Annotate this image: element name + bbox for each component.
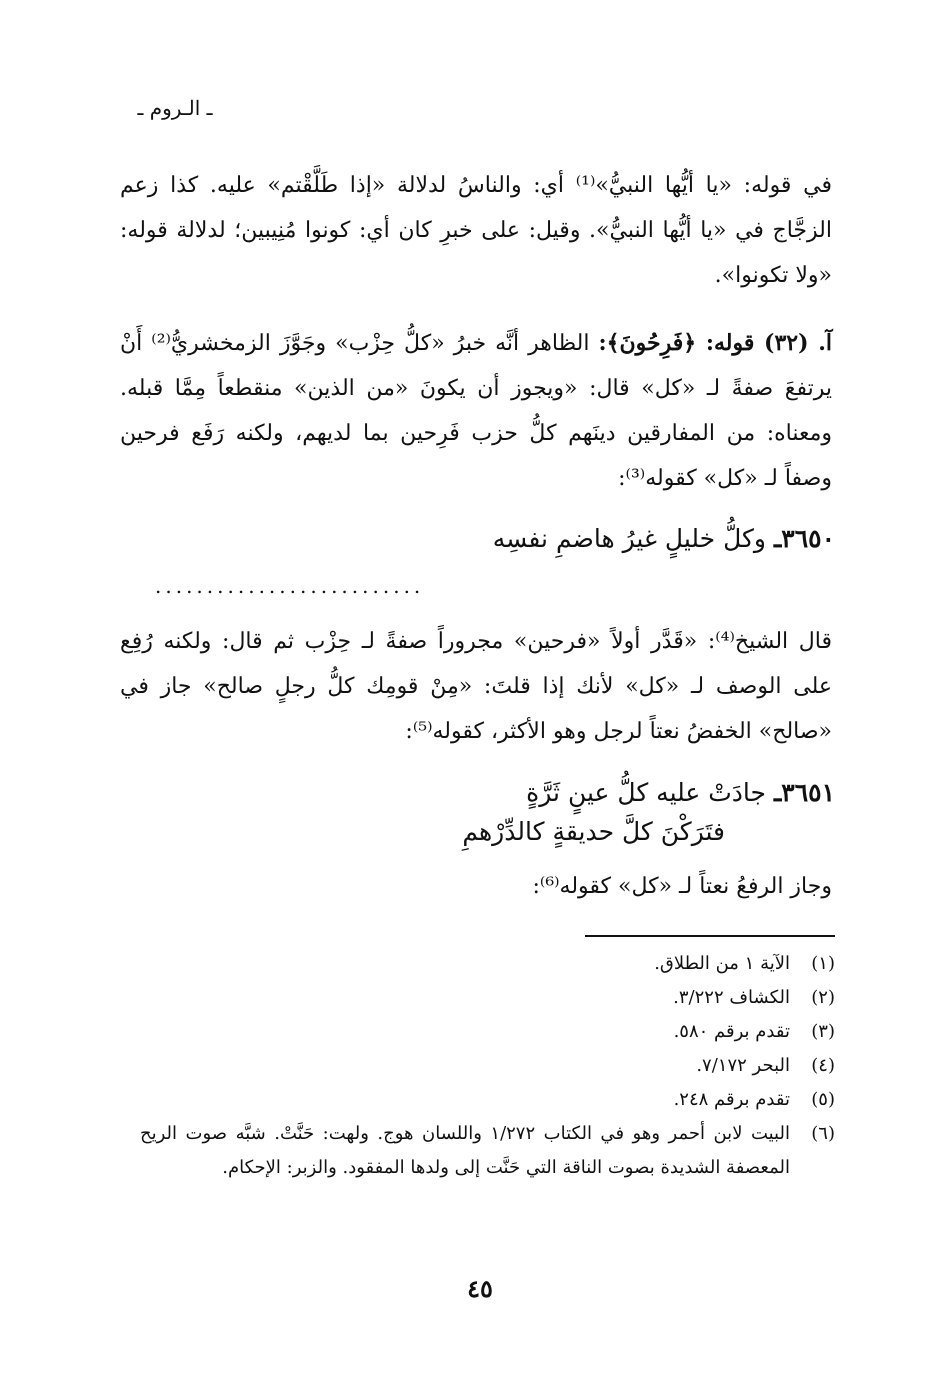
footnote-text: الكشاف ٣/٢٢٢.: [673, 987, 790, 1008]
paragraph-2-body: [120, 321, 832, 501]
page-header: ـ الـروم ـ: [137, 96, 213, 120]
footnote-number: (٤): [811, 1055, 835, 1076]
verse-3651-line-2: [125, 812, 835, 852]
verse-3650: [125, 519, 835, 559]
footnote-text: البحر ٧/١٧٢.: [696, 1055, 790, 1076]
footnote-separator: [585, 935, 835, 937]
footnotes: [140, 947, 835, 1185]
paragraph-4: [152, 864, 832, 909]
footnote-number: (١): [811, 953, 835, 974]
paragraph-3: [120, 619, 832, 754]
paragraph-2: [120, 321, 832, 501]
paragraph-4-text: وجاز الرفعُ نعتاً لـ «كل» كقوله⁽⁶⁾:: [532, 874, 832, 899]
verse-hemistich-1: جادَتْ عليه كلُّ عينٍ ثَرَّةٍ: [526, 778, 766, 807]
paragraph-1: [120, 163, 832, 298]
footnote-number: (٦): [811, 1123, 835, 1144]
footnote-6: [140, 1117, 835, 1185]
footnote-number: (٢): [811, 987, 835, 1008]
verse-text: وكلُّ خليلٍ غيرُ هاضمِ نفسِه: [492, 524, 766, 553]
footnote-number: (٥): [811, 1089, 835, 1110]
footnote-4: [140, 1049, 835, 1083]
verse-hemistich-2: فتَرَكْنَ كلَّ حديقةٍ كالدِّرْهمِ: [462, 817, 725, 846]
footnote-1: [140, 947, 835, 981]
footnote-2: [140, 981, 835, 1015]
footnote-text: تقدم برقم ٥٨٠.: [673, 1021, 790, 1042]
footnote-3: [140, 1015, 835, 1049]
footnote-text: تقدم برقم ٢٤٨.: [673, 1089, 790, 1110]
paragraph-2-text: الظاهر أنَّه خبرُ «كلُّ حِزْب» وجَوَّزَ الزمخشريُّ⁽²⁾ أَنْ يرتفعَ صفةً لـ «كل» قال: «ويجوز أن يكونَ «من الذين» منقطعاً مِمَّا قبله. ومعناه: من المفارقين دينَهم كلُّ حزب فَرِحين بما لديهم، ولكنه رَفَع فرحين وصفاً لـ «كل» كقوله⁽³⁾:: [120, 331, 832, 491]
footnote-number: (٣): [811, 1021, 835, 1042]
verse-number: ٣٦٥١ـ: [773, 778, 835, 807]
footnote-text: البيت لابن أحمر وهو في الكتاب ١/٢٧٢ واللسان هوج. ولهت: حَنَّتْ. شبَّه صوت الريح المعصفة الشديدة بصوت الناقة التي حَنَّت إلى ولدها المفقود. والزبر: الإحكام.: [140, 1123, 790, 1178]
verse-number: ٣٦٥٠ـ: [773, 524, 835, 553]
paragraph-3-text: قال الشيخ⁽⁴⁾: «قَدَّر أولاً «فرحين» مجروراً صفةً لـ حِزْب ثم قال: ولكنه رُفِع على الوصف لـ «كل» لأنك إذا قلتَ: «مِنْ قومِك كلُّ رجلٍ صالح» جاز في «صالح» الخفضُ نعتاً لرجل وهو الأكثر، كقوله⁽⁵⁾:: [120, 629, 832, 744]
footnote-5: [140, 1083, 835, 1117]
verse-3651-line-1: [125, 773, 835, 813]
verse-lemma-heading: آ. (٣٢) قوله: ﴿فَرِحُونَ﴾:: [598, 330, 832, 356]
paragraph-1-text: في قوله: «يا أيُّها النبيُّ»⁽¹⁾ أي: والناسُ لدلالة «إذا طَلَّقْتم» عليه. كذا زعم الزجَّاج في «يا أيُّها النبيُّ». وقيل: على خبرِ كان أي: كونوا مُنِيبين؛ لدلالة قوله: «ولا تكونوا».: [120, 173, 832, 288]
ellipsis-line: ..........................: [155, 574, 425, 598]
footnote-text: الآية ١ من الطلاق.: [654, 953, 790, 974]
page-number: ٤٥: [467, 1274, 493, 1303]
